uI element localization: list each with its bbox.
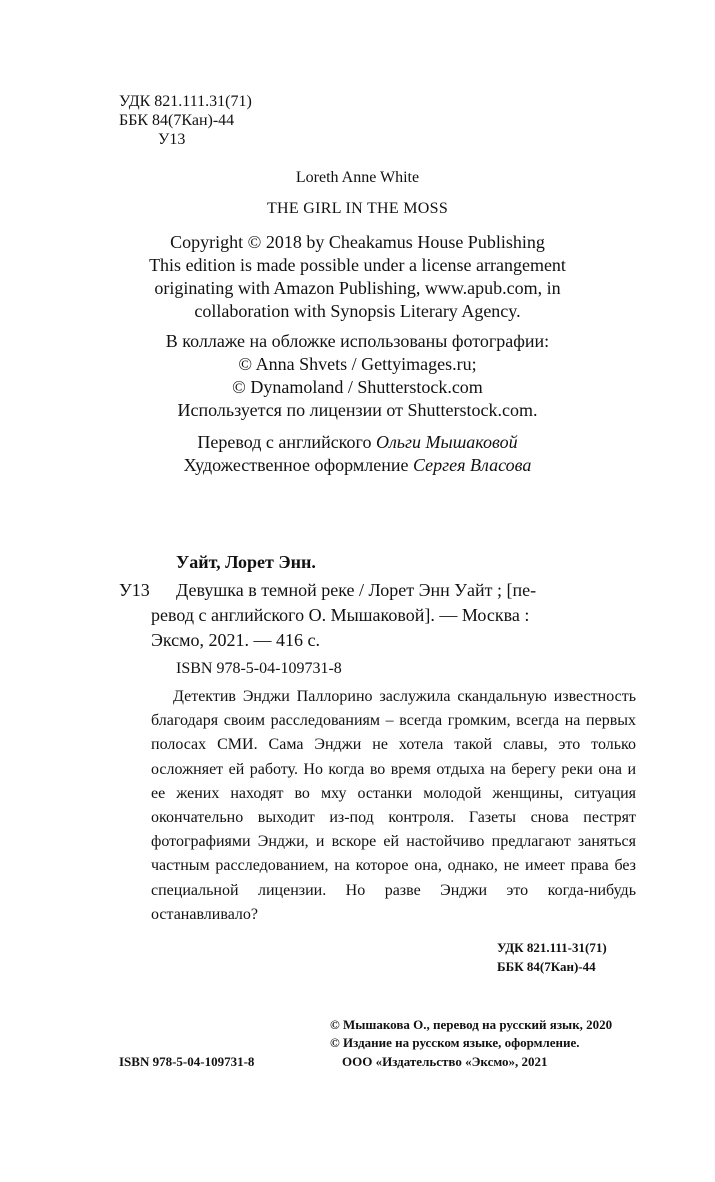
catalog-udk: УДК 821.111-31(71)	[497, 940, 607, 955]
original-author: Loreth Anne White	[295, 169, 420, 186]
rights-line-4: collaboration with Synopsis Literary Agency.	[194, 301, 521, 321]
catalog-entry-line-2: ревод с английского О. Мышаковой]. — Москва :	[151, 605, 530, 625]
designer-name: Сергея Власова	[413, 455, 532, 475]
cover-photo-line-1: В коллаже на обложке использованы фотографии:	[165, 331, 550, 351]
rights-line-3: originating with Amazon Publishing, www.apub.com, in	[154, 278, 561, 298]
annotation-text: Детектив Энджи Паллорино заслужила скандальную известность благодаря своим расследованиям – всегда громким, всегда на первых полосах СМИ. Сама Энджи не хотела такой славы, это только осложняет ей работу. Но когда во время отдыха на берегу реки она и ее жених находят во мху останки молодой женщины, ситуация окончательно выходит из-под контроля. Газеты снова пестрят фотографиями Энджи, и вскоре ей настойчиво предлагают заняться частным расследованием, на которое она, однако, не имеет права без специальной лицензии. Но разве Энджи это когда-нибудь останавливало?	[151, 688, 636, 923]
footer-isbn: ISBN 978-5-04-109731-8	[119, 1054, 255, 1069]
rights-line-1: Copyright © 2018 by Cheakamus House Publishing	[170, 232, 545, 252]
rights-line-2: This edition is made possible under a license arrangement	[149, 255, 566, 275]
catalog-author-heading: Уайт, Лорет Энн.	[176, 552, 316, 572]
footer-rights-3: ООО «Издательство «Эксмо», 2021	[342, 1054, 548, 1069]
translator-name: Ольги Мышаковой	[375, 432, 518, 452]
footer-rights-1: © Мышакова О., перевод на русский язык, 2020	[330, 1017, 613, 1032]
catalog-entry-line-1: Девушка в темной реке / Лорет Энн Уайт ; [пе-	[176, 580, 537, 600]
catalog-bbk: ББК 84(7Кан)-44	[497, 959, 596, 974]
cover-photo-line-3: © Dynamoland / Shutterstock.com	[232, 377, 483, 397]
translator-credit	[0, 432, 715, 453]
original-title: THE GIRL IN THE MOSS	[266, 200, 449, 217]
udk-code: УДК 821.111.31(71)	[119, 93, 252, 110]
designer-credit	[0, 455, 715, 476]
catalog-entry-line-3: Эксмо, 2021. — 416 с.	[151, 630, 321, 650]
catalog-code: У13	[119, 580, 150, 600]
bbk-code: ББК 84(7Кан)-44	[119, 112, 235, 129]
cover-photo-line-4: Используется по лицензии от Shutterstock.com.	[177, 400, 538, 420]
footer-rights-2: © Издание на русском языке, оформление.	[330, 1035, 580, 1050]
author-sign-code: У13	[158, 131, 186, 148]
translator-label: Перевод с английского	[197, 432, 376, 452]
catalog-isbn: ISBN 978-5-04-109731-8	[176, 660, 342, 677]
cover-photo-line-2: © Anna Shvets / Gettyimages.ru;	[238, 354, 477, 374]
designer-label: Художественное оформление	[183, 455, 414, 475]
